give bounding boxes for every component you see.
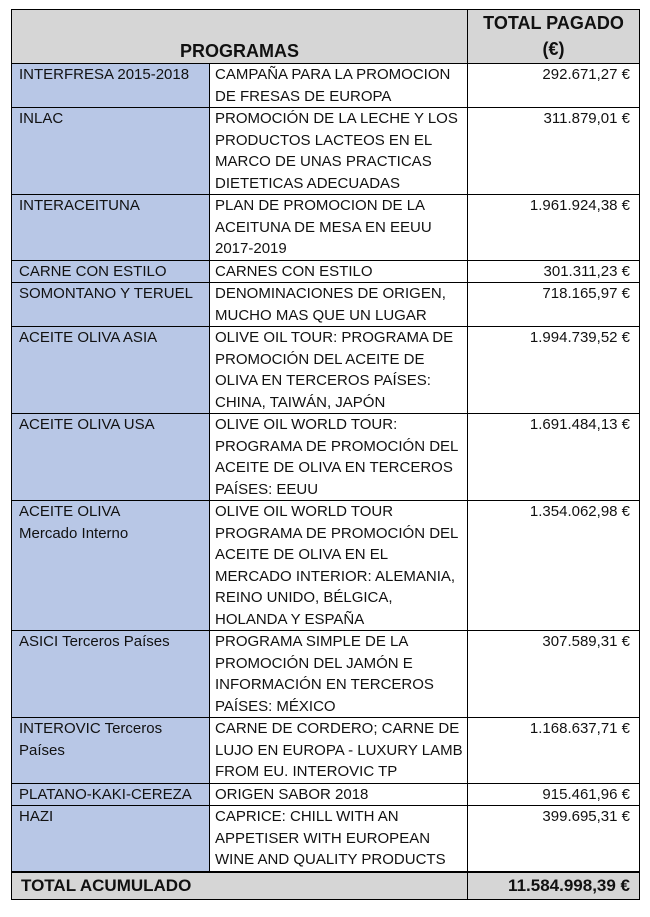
table-row	[12, 806, 640, 872]
table-row	[12, 260, 640, 283]
program-name-cell	[12, 718, 210, 784]
total-amount: 11.584.998,39 €	[468, 872, 640, 900]
program-name: INTERFRESA 2015-2018	[19, 66, 190, 83]
table-row	[12, 108, 640, 195]
program-description: PROGRAMA SIMPLE DE LA PROMOCIÓN DEL JAMÓN E INFORMACIÓN EN TERCEROS PAÍSES: MÉXICO	[210, 631, 468, 718]
program-name: ASICI Terceros Países	[19, 633, 170, 650]
program-description: CAPRICE: CHILL WITH AN APPETISER WITH EUROPEAN WINE AND QUALITY PRODUCTS	[210, 806, 468, 872]
table-row	[12, 718, 640, 784]
programs-table-container	[11, 9, 640, 900]
program-name-cell	[12, 260, 210, 283]
program-name: ACEITE OLIVA	[19, 503, 121, 520]
program-amount: 1.691.484,13 €	[468, 414, 640, 501]
program-name: HAZI	[19, 808, 54, 825]
program-description: CARNE DE CORDERO; CARNE DE LUJO EN EUROPA - LUXURY LAMB FROM EU. INTEROVIC TP	[210, 718, 468, 784]
program-description: DENOMINACIONES DE ORIGEN, MUCHO MAS QUE UN LUGAR	[210, 283, 468, 327]
program-description: OLIVE OIL WORLD TOUR: PROGRAMA DE PROMOCIÓN DEL ACEITE DE OLIVA EN TERCEROS PAÍSES: EEUU	[210, 414, 468, 501]
program-description: OLIVE OIL WORLD TOUR PROGRAMA DE PROMOCIÓN DEL ACEITE DE OLIVA EN EL MERCADO INTERIOR: ALEMANIA, REINO UNIDO, BÉLGICA, HOLANDA Y ESPAÑA	[210, 501, 468, 631]
table-row	[12, 783, 640, 806]
program-amount: 1.168.637,71 €	[468, 718, 640, 784]
program-amount: 915.461,96 €	[468, 783, 640, 806]
program-name: INLAC	[19, 110, 64, 127]
program-name: INTEROVIC Terceros Países	[19, 720, 163, 759]
table-row	[12, 414, 640, 501]
program-name: PLATANO-KAKI-CEREZA	[19, 785, 192, 803]
program-amount: 1.961.924,38 €	[468, 195, 640, 261]
table-row	[12, 283, 640, 327]
header-total-pagado-line1: TOTAL PAGADO	[483, 13, 624, 33]
program-name-cell	[12, 806, 210, 872]
program-name: ACEITE OLIVA USA	[19, 416, 155, 433]
table-row	[12, 631, 640, 718]
table-body	[12, 64, 640, 900]
program-description: PLAN DE PROMOCION DE LA ACEITUNA DE MESA EN EEUU 2017-2019	[210, 195, 468, 261]
table-row	[12, 64, 640, 108]
program-name-cell	[12, 631, 210, 718]
program-amount: 292.671,27 €	[468, 64, 640, 108]
program-name: INTERACEITUNA	[19, 197, 140, 214]
program-description: PROMOCIÓN DE LA LECHE Y LOS PRODUCTOS LACTEOS EN EL MARCO DE UNAS PRACTICAS DIETETICAS ADECUADAS	[210, 108, 468, 195]
table-row	[12, 327, 640, 414]
table-header-row	[12, 10, 640, 64]
programs-table	[11, 9, 640, 900]
program-amount: 1.354.062,98 €	[468, 501, 640, 631]
program-name-subtitle: Mercado Interno	[19, 524, 129, 542]
header-programas: PROGRAMAS	[12, 10, 468, 64]
program-amount: 718.165,97 €	[468, 283, 640, 327]
program-name-cell	[12, 108, 210, 195]
total-row	[12, 872, 640, 900]
program-amount: 307.589,31 €	[468, 631, 640, 718]
program-description: OLIVE OIL TOUR: PROGRAMA DE PROMOCIÓN DEL ACEITE DE OLIVA EN TERCEROS PAÍSES: CHINA, TAIWÁN, JAPÓN	[210, 327, 468, 414]
program-name-cell	[12, 327, 210, 414]
total-label: TOTAL ACUMULADO	[12, 872, 468, 900]
program-name-cell	[12, 414, 210, 501]
program-amount: 399.695,31 €	[468, 806, 640, 872]
table-row	[12, 501, 640, 631]
program-amount: 1.994.739,52 €	[468, 327, 640, 414]
program-name-cell	[12, 783, 210, 806]
program-name-cell	[12, 501, 210, 631]
header-total-pagado-line2: (€)	[542, 39, 565, 59]
program-description: CAMPAÑA PARA LA PROMOCION DE FRESAS DE EUROPA	[210, 64, 468, 108]
header-total-pagado	[468, 10, 640, 64]
program-amount: 311.879,01 €	[468, 108, 640, 195]
program-name-cell	[12, 283, 210, 327]
table-row	[12, 195, 640, 261]
program-name-cell	[12, 64, 210, 108]
program-amount: 301.311,23 €	[468, 260, 640, 283]
program-description: ORIGEN SABOR 2018	[210, 783, 468, 806]
program-name: SOMONTANO Y TERUEL	[19, 285, 193, 302]
program-description: CARNES CON ESTILO	[210, 260, 468, 283]
program-name: ACEITE OLIVA ASIA	[19, 329, 158, 346]
program-name-cell	[12, 195, 210, 261]
program-name: CARNE CON ESTILO	[19, 262, 167, 280]
